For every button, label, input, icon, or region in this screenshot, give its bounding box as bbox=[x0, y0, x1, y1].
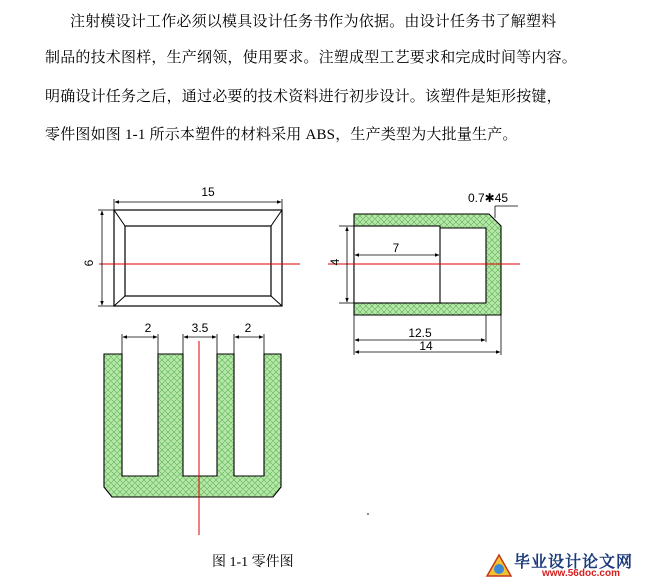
front-view-outer-outline bbox=[114, 210, 282, 306]
front-width-label: 15 bbox=[201, 185, 215, 199]
front-view-corner-line bbox=[271, 210, 282, 226]
watermark-url: www.56doc.com bbox=[542, 568, 620, 579]
watermark-title: 毕业设计论文网 bbox=[514, 552, 634, 571]
front-view-inner-outline bbox=[125, 226, 271, 296]
watermark-logo bbox=[484, 549, 642, 582]
paragraph-line-1: 注射模设计工作必须以模具设计任务书作为依据。由设计任务书了解塑料 bbox=[70, 14, 557, 30]
watermark-emblem-icon bbox=[484, 551, 514, 581]
side-width-14-label: 14 bbox=[419, 339, 433, 353]
paragraph-line-3: 明确设计任务之后，通过必要的技术资料进行初步设计。该塑件是矩形按键， bbox=[45, 89, 562, 105]
front-view-corner-line bbox=[271, 296, 282, 306]
side-width-12-label: 12.5 bbox=[408, 326, 432, 340]
paragraph-line-2: 制品的技术图样，生产纲领，使用要求。注塑成型工艺要求和完成时间等内容。 bbox=[45, 50, 578, 66]
slot-label-3: 2 bbox=[244, 321, 252, 335]
front-view-corner-line bbox=[114, 210, 125, 226]
top-view bbox=[104, 321, 281, 535]
front-view bbox=[82, 185, 300, 306]
side-height-label: 4 bbox=[328, 258, 342, 266]
figure-caption: 图 1-1 零件图 bbox=[212, 555, 294, 570]
side-inner-width-label: 7 bbox=[392, 241, 400, 255]
slot-label-2: 3.5 bbox=[191, 321, 209, 335]
chamfer-label: 0.7✱45 bbox=[468, 191, 509, 205]
front-view-corner-line bbox=[114, 296, 125, 306]
stray-dot bbox=[367, 513, 369, 515]
front-height-label: 6 bbox=[82, 259, 96, 267]
slot-label-1: 2 bbox=[144, 321, 152, 335]
side-view bbox=[328, 191, 520, 355]
paragraph-line-4: 零件图如图 1-1 所示本塑件的材料采用 ABS，生产类型为大批量生产。 bbox=[45, 127, 518, 143]
top-view-section bbox=[104, 354, 281, 497]
